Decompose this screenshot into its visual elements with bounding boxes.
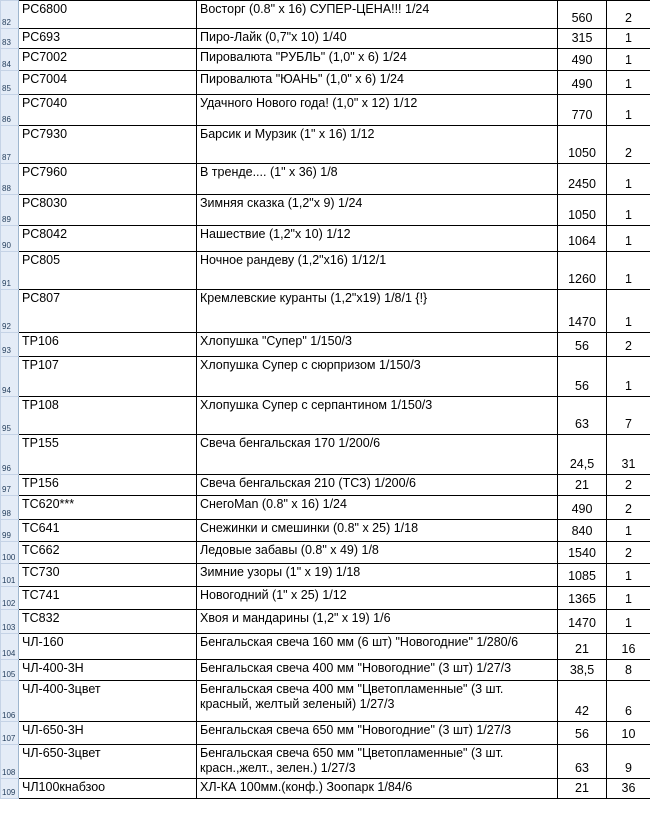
product-name-cell[interactable]: Нашествие (1,2"х 10) 1/12 [197, 226, 558, 252]
price-cell[interactable]: 315 [558, 29, 607, 49]
row-number[interactable]: 90 [1, 226, 19, 252]
quantity-cell[interactable]: 2 [607, 496, 650, 520]
quantity-cell[interactable]: 10 [607, 722, 650, 745]
product-name-cell[interactable]: Пиро-Лайк (0,7"х 10) 1/40 [197, 29, 558, 49]
article-code-cell[interactable]: РС7960 [19, 164, 197, 195]
row-number[interactable]: 98 [1, 496, 19, 520]
price-cell[interactable]: 1050 [558, 126, 607, 164]
table-row [1, 542, 650, 564]
price-cell[interactable]: 21 [558, 779, 607, 799]
article-code-cell[interactable]: ЧЛ-650-3цвет [19, 745, 197, 779]
row-number[interactable]: 84 [1, 49, 19, 71]
table-row [1, 290, 650, 333]
table-row [1, 333, 650, 357]
article-code-cell[interactable]: ЧЛ-160 [19, 634, 197, 660]
quantity-cell[interactable]: 1 [607, 290, 650, 333]
table-row [1, 564, 650, 587]
quantity-cell[interactable]: 6 [607, 681, 650, 722]
quantity-cell[interactable]: 2 [607, 333, 650, 357]
table-row [1, 520, 650, 542]
quantity-cell[interactable]: 36 [607, 779, 650, 799]
table-row [1, 610, 650, 634]
table-row [1, 634, 650, 660]
article-code-cell[interactable]: ТР106 [19, 333, 197, 357]
quantity-cell[interactable]: 2 [607, 475, 650, 496]
quantity-cell[interactable]: 1 [607, 587, 650, 610]
row-number[interactable]: 86 [1, 95, 19, 126]
product-name-cell[interactable]: Зимняя сказка (1,2"х 9) 1/24 [197, 195, 558, 226]
price-cell[interactable]: 38,5 [558, 660, 607, 681]
article-code-cell[interactable]: ТР156 [19, 475, 197, 496]
row-number[interactable]: 107 [1, 722, 19, 745]
quantity-cell[interactable]: 1 [607, 520, 650, 542]
product-name-cell[interactable]: Ночное рандеву (1,2"х16) 1/12/1 [197, 252, 558, 290]
row-number[interactable]: 101 [1, 564, 19, 587]
quantity-cell[interactable]: 1 [607, 71, 650, 95]
table-row [1, 71, 650, 95]
table-row [1, 722, 650, 745]
price-cell[interactable]: 490 [558, 49, 607, 71]
table-row [1, 496, 650, 520]
price-cell[interactable]: 24,5 [558, 435, 607, 475]
product-name-cell[interactable]: Свеча бенгальская 210 (ТСЗ) 1/200/6 [197, 475, 558, 496]
article-code-cell[interactable]: ТР107 [19, 357, 197, 397]
table-row [1, 252, 650, 290]
price-cell[interactable]: 1085 [558, 564, 607, 587]
article-code-cell[interactable]: ТС662 [19, 542, 197, 564]
price-cell[interactable]: 1365 [558, 587, 607, 610]
article-code-cell[interactable]: ЧЛ100кнабзоо [19, 779, 197, 799]
quantity-cell[interactable]: 2 [607, 1, 650, 29]
price-cell[interactable]: 1470 [558, 290, 607, 333]
price-cell[interactable]: 56 [558, 333, 607, 357]
table-row [1, 475, 650, 496]
article-code-cell[interactable]: ТС832 [19, 610, 197, 634]
price-cell[interactable]: 840 [558, 520, 607, 542]
price-cell[interactable]: 1260 [558, 252, 607, 290]
row-number[interactable]: 103 [1, 610, 19, 634]
article-code-cell[interactable]: РС7930 [19, 126, 197, 164]
article-code-cell[interactable]: РС693 [19, 29, 197, 49]
product-name-cell[interactable]: Хлопушка Супер с сюрпризом 1/150/3 [197, 357, 558, 397]
price-cell[interactable]: 770 [558, 95, 607, 126]
product-name-cell[interactable]: Зимние узоры (1" х 19) 1/18 [197, 564, 558, 587]
price-cell[interactable]: 1470 [558, 610, 607, 634]
price-cell[interactable]: 1050 [558, 195, 607, 226]
product-name-cell[interactable]: Бенгальская свеча 400 мм "Новогодние" (3 шт) 1/27/3 [197, 660, 558, 681]
table-row [1, 660, 650, 681]
product-name-cell[interactable]: Восторг (0.8" х 16) СУПЕР-ЦЕНА!!! 1/24 [197, 1, 558, 29]
article-code-cell[interactable]: ТС730 [19, 564, 197, 587]
row-number[interactable]: 108 [1, 745, 19, 779]
row-number[interactable]: 93 [1, 333, 19, 357]
quantity-cell[interactable]: 7 [607, 397, 650, 435]
quantity-cell[interactable]: 1 [607, 610, 650, 634]
quantity-cell[interactable]: 1 [607, 29, 650, 49]
table-row [1, 126, 650, 164]
price-cell[interactable]: 63 [558, 397, 607, 435]
article-code-cell[interactable]: РС6800 [19, 1, 197, 29]
product-name-cell[interactable]: Новогодний (1" х 25) 1/12 [197, 587, 558, 610]
price-cell[interactable]: 63 [558, 745, 607, 779]
table-row [1, 29, 650, 49]
product-name-cell[interactable]: Бенгальская свеча 650 мм "Новогодние" (3 шт) 1/27/3 [197, 722, 558, 745]
price-cell[interactable]: 490 [558, 71, 607, 95]
price-cell[interactable]: 490 [558, 496, 607, 520]
article-code-cell[interactable]: РС7040 [19, 95, 197, 126]
row-number[interactable]: 105 [1, 660, 19, 681]
quantity-cell[interactable]: 8 [607, 660, 650, 681]
article-code-cell[interactable]: РС8042 [19, 226, 197, 252]
table-row [1, 745, 650, 779]
product-name-cell[interactable]: Бенгальская свеча 160 мм (6 шт) "Новогодние" 1/280/6 [197, 634, 558, 660]
table-row [1, 49, 650, 71]
row-number[interactable]: 85 [1, 71, 19, 95]
table-row [1, 435, 650, 475]
price-cell[interactable]: 42 [558, 681, 607, 722]
row-number[interactable]: 100 [1, 542, 19, 564]
product-name-cell[interactable]: Удачного Нового года! (1,0" х 12) 1/12 [197, 95, 558, 126]
price-cell[interactable]: 21 [558, 634, 607, 660]
product-name-cell[interactable]: Свеча бенгальская 170 1/200/6 [197, 435, 558, 475]
article-code-cell[interactable]: РС7004 [19, 71, 197, 95]
quantity-cell[interactable]: 2 [607, 542, 650, 564]
price-cell[interactable]: 1540 [558, 542, 607, 564]
row-number[interactable]: 99 [1, 520, 19, 542]
row-number[interactable]: 88 [1, 164, 19, 195]
table-row [1, 397, 650, 435]
product-name-cell[interactable]: ХЛ-КА 100мм.(конф.) Зоопарк 1/84/6 [197, 779, 558, 799]
article-code-cell[interactable]: ТР155 [19, 435, 197, 475]
row-number[interactable]: 89 [1, 195, 19, 226]
table-row [1, 357, 650, 397]
quantity-cell[interactable]: 1 [607, 164, 650, 195]
product-name-cell[interactable]: Хвоя и мандарины (1,2" х 19) 1/6 [197, 610, 558, 634]
price-cell[interactable]: 56 [558, 357, 607, 397]
row-number[interactable]: 106 [1, 681, 19, 722]
quantity-cell[interactable]: 1 [607, 226, 650, 252]
row-number[interactable]: 109 [1, 779, 19, 799]
product-name-cell[interactable]: Кремлевские куранты (1,2"х19) 1/8/1 {!} [197, 290, 558, 333]
article-code-cell[interactable]: РС805 [19, 252, 197, 290]
product-name-cell[interactable]: Бенгальская свеча 650 мм "Цветопламенные" (3 шт. красн.,желт., зелен.) 1/27/3 [197, 745, 558, 779]
quantity-cell[interactable]: 2 [607, 126, 650, 164]
quantity-cell[interactable]: 1 [607, 195, 650, 226]
article-code-cell[interactable]: ЧЛ-650-3Н [19, 722, 197, 745]
article-code-cell[interactable]: ТС641 [19, 520, 197, 542]
row-number[interactable]: 97 [1, 475, 19, 496]
product-name-cell[interactable]: Хлопушка Супер с серпантином 1/150/3 [197, 397, 558, 435]
quantity-cell[interactable]: 1 [607, 564, 650, 587]
table-row [1, 195, 650, 226]
table-row [1, 226, 650, 252]
product-name-cell[interactable]: Барсик и Мурзик (1" х 16) 1/12 [197, 126, 558, 164]
row-number[interactable]: 92 [1, 290, 19, 333]
row-number[interactable]: 82 [1, 1, 19, 29]
table-row [1, 164, 650, 195]
article-code-cell[interactable]: ТС620*** [19, 496, 197, 520]
product-name-cell[interactable]: Пировалюта "РУБЛЬ" (1,0" х 6) 1/24 [197, 49, 558, 71]
row-number[interactable]: 102 [1, 587, 19, 610]
quantity-cell[interactable]: 1 [607, 357, 650, 397]
quantity-cell[interactable]: 16 [607, 634, 650, 660]
row-number[interactable]: 83 [1, 29, 19, 49]
table-row [1, 95, 650, 126]
table-row [1, 1, 650, 29]
article-code-cell[interactable]: ЧЛ-400-3Н [19, 660, 197, 681]
product-name-cell[interactable]: Снежинки и смешинки (0.8" х 25) 1/18 [197, 520, 558, 542]
product-name-cell[interactable]: Хлопушка "Супер" 1/150/3 [197, 333, 558, 357]
quantity-cell[interactable]: 9 [607, 745, 650, 779]
row-number[interactable]: 104 [1, 634, 19, 660]
product-name-cell[interactable]: Пировалюта "ЮАНЬ" (1,0" х 6) 1/24 [197, 71, 558, 95]
product-name-cell[interactable]: Бенгальская свеча 400 мм "Цветопламенные" (3 шт. красный, желтый зеленый) 1/27/3 [197, 681, 558, 722]
price-cell[interactable]: 21 [558, 475, 607, 496]
table-row [1, 779, 650, 799]
quantity-cell[interactable]: 1 [607, 95, 650, 126]
product-name-cell[interactable]: СнегоMan (0.8" х 16) 1/24 [197, 496, 558, 520]
row-number[interactable]: 91 [1, 252, 19, 290]
quantity-cell[interactable]: 1 [607, 49, 650, 71]
article-code-cell[interactable]: ТС741 [19, 587, 197, 610]
article-code-cell[interactable]: ЧЛ-400-3цвет [19, 681, 197, 722]
row-number[interactable]: 95 [1, 397, 19, 435]
quantity-cell[interactable]: 1 [607, 252, 650, 290]
row-number[interactable]: 94 [1, 357, 19, 397]
price-cell[interactable]: 1064 [558, 226, 607, 252]
article-code-cell[interactable]: ТР108 [19, 397, 197, 435]
row-number[interactable]: 96 [1, 435, 19, 475]
row-number[interactable]: 87 [1, 126, 19, 164]
price-cell[interactable]: 2450 [558, 164, 607, 195]
table-row [1, 587, 650, 610]
table-row [1, 681, 650, 722]
price-cell[interactable]: 560 [558, 1, 607, 29]
article-code-cell[interactable]: РС8030 [19, 195, 197, 226]
article-code-cell[interactable]: РС7002 [19, 49, 197, 71]
quantity-cell[interactable]: 31 [607, 435, 650, 475]
article-code-cell[interactable]: РС807 [19, 290, 197, 333]
product-name-cell[interactable]: Ледовые забавы (0.8" х 49) 1/8 [197, 542, 558, 564]
price-cell[interactable]: 56 [558, 722, 607, 745]
product-name-cell[interactable]: В тренде.... (1" х 36) 1/8 [197, 164, 558, 195]
